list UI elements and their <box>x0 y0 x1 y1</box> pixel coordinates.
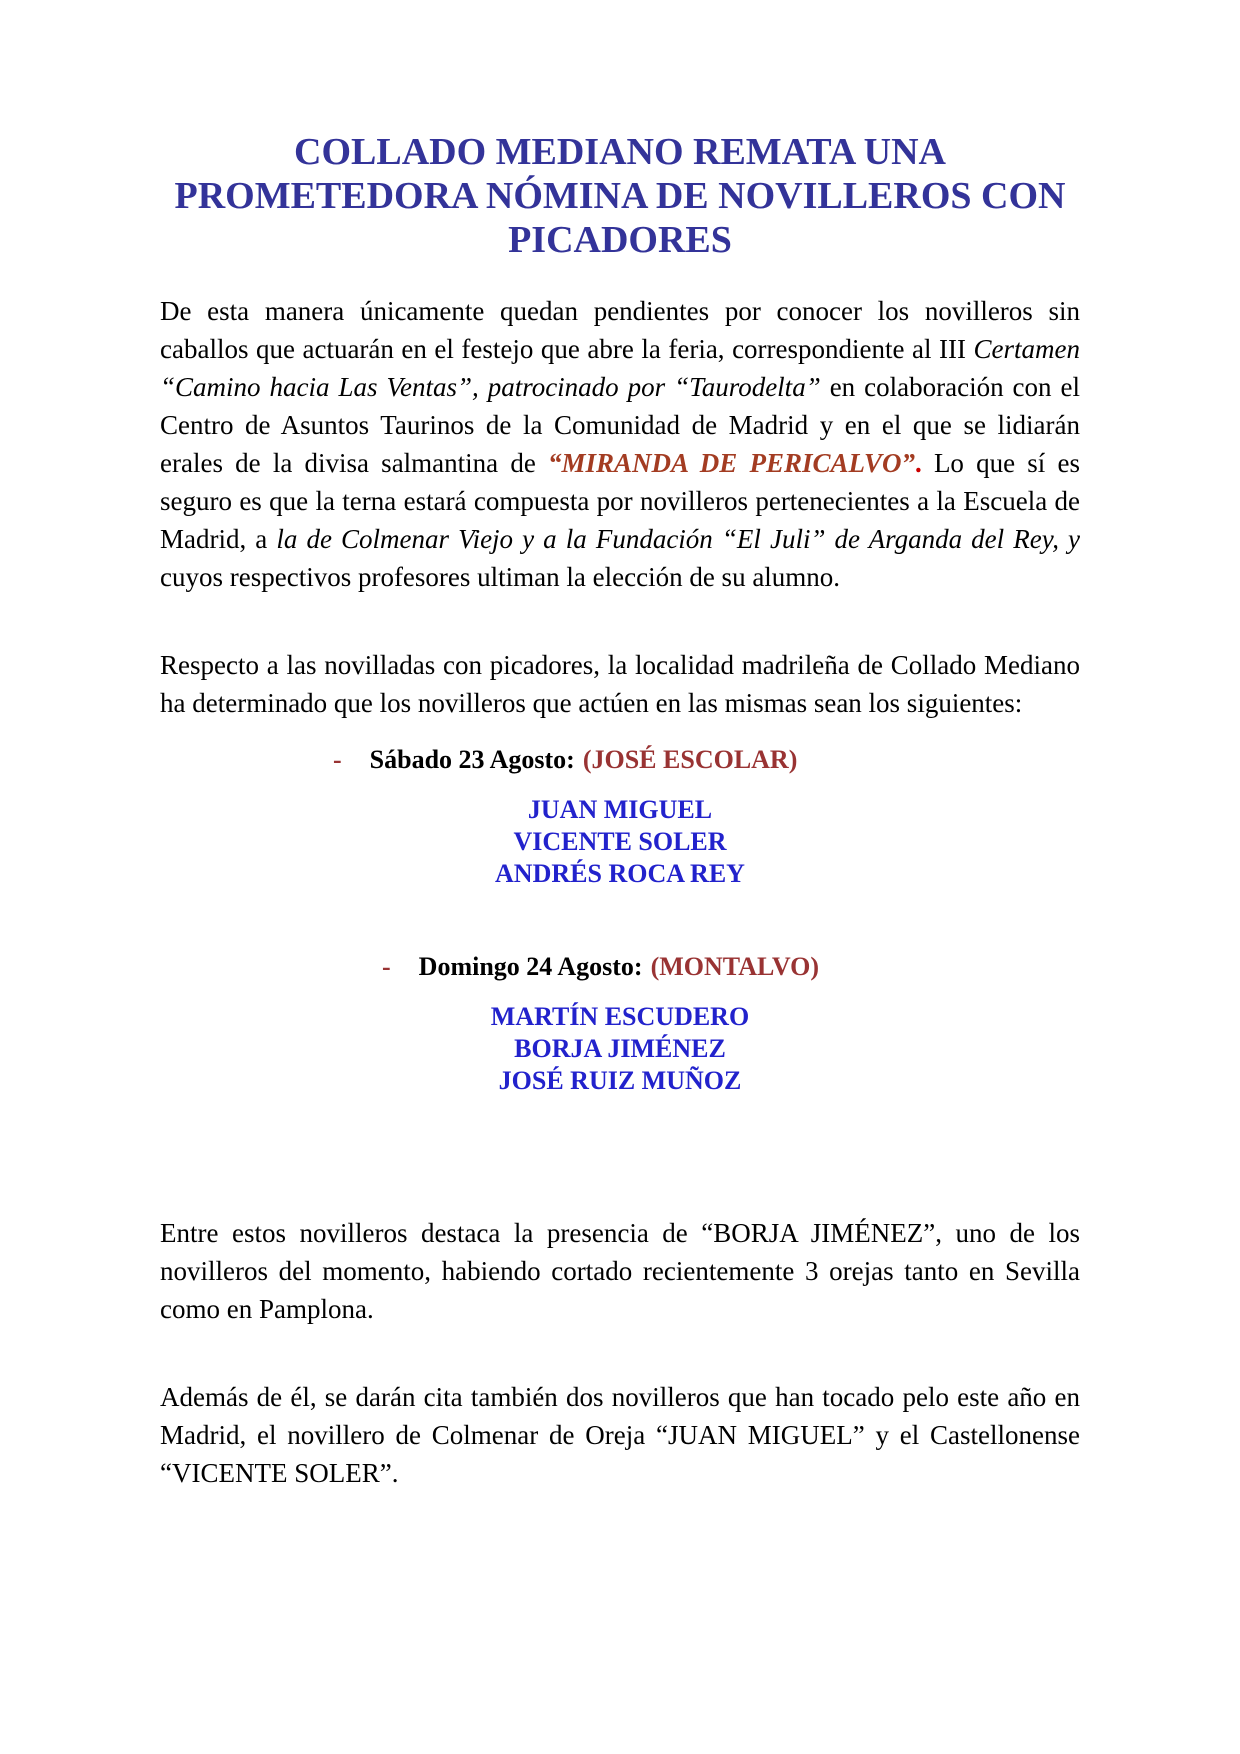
event-sunday-ganaderia: (MONTALVO) <box>650 952 820 981</box>
event-sunday-novilleros <box>160 1001 1080 1097</box>
novillero-name: JUAN MIGUEL <box>527 795 713 824</box>
event-saturday-header <box>160 744 1080 776</box>
text-run: cuyos respectivos profesores ultiman la elección de su alumno. <box>160 562 841 592</box>
novillero-name: BORJA JIMÉNEZ <box>514 1034 726 1063</box>
page-title-line-3: PICADORES <box>508 219 732 261</box>
text-run: la de Colmenar Viejo y a la Fundación “El Juli” de Arganda del Rey, y <box>276 524 1081 554</box>
text-run: en colaboración con el Centro de Asuntos Taurinos de la Comunidad de Madrid y en el que se lidiarán erales de la divisa salmantina de <box>160 372 1081 478</box>
event-sunday-header <box>160 951 1080 983</box>
novillero-name: JOSÉ RUIZ MUÑOZ <box>498 1066 742 1095</box>
event-saturday-novilleros <box>160 794 1080 890</box>
intro-paragraph <box>160 292 1080 596</box>
text-run: De esta manera únicamente quedan pendientes por conocer los novilleros sin caballos que actuarán en el festejo que abre la feria, correspondiente al III <box>160 296 1080 364</box>
text-run: “MIRANDA DE PERICALVO” <box>548 448 915 478</box>
event-saturday-date: Sábado 23 Agosto: <box>369 745 575 774</box>
novillero-name: VICENTE SOLER <box>513 827 727 856</box>
novillero-name: MARTÍN ESCUDERO <box>490 1002 750 1031</box>
closing-paragraph: Además de él, se darán cita también dos novilleros que han tocado pelo este año en Madrid, el novillero de Colmenar de Oreja “JUAN MIGUEL” y el Castellonense “VICENTE SOLER”. <box>160 1382 1080 1488</box>
event-saturday-bullet: - <box>333 745 342 774</box>
page-title-line-2: PROMETEDORA NÓMINA DE NOVILLEROS CON <box>174 175 1066 217</box>
picadores-intro-paragraph: Respecto a las novilladas con picadores, la localidad madrileña de Collado Mediano ha determinado que los novilleros que actúen en las mismas sean los siguientes: <box>160 650 1080 718</box>
novillero-name: ANDRÉS ROCA REY <box>495 859 745 888</box>
text-run: Lo que sí es seguro es que la terna estará compuesta por novilleros pertenecientes a la Escuela de Madrid, a <box>160 448 1080 554</box>
borja-highlight-paragraph: Entre estos novilleros destaca la presencia de “BORJA JIMÉNEZ”, uno de los novilleros del momento, habiendo cortado recientemente 3 orejas tanto en Sevilla como en Pamplona. <box>160 1218 1080 1324</box>
event-sunday-date: Domingo 24 Agosto: <box>418 952 643 981</box>
event-sunday-bullet: - <box>382 952 391 981</box>
event-saturday-ganaderia: (JOSÉ ESCOLAR) <box>582 745 798 774</box>
text-run: . <box>915 448 922 478</box>
page-title <box>160 130 1080 262</box>
page-title-line-1: COLLADO MEDIANO REMATA UNA <box>294 131 946 173</box>
text-run: Certamen “Camino hacia Las Ventas”, patrocinado por “Taurodelta” <box>160 334 1080 402</box>
